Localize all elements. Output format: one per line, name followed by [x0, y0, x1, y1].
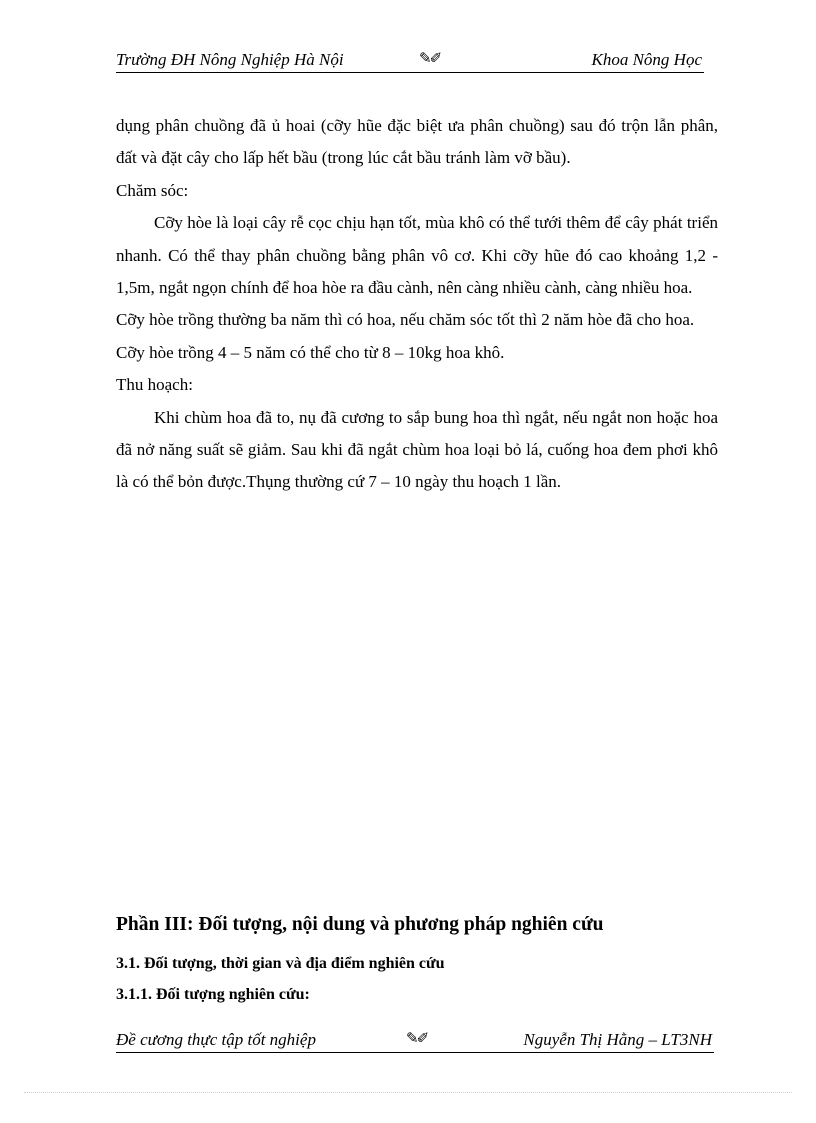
page-header — [116, 48, 704, 73]
section-heading-3-1: 3.1. Đối tượng, thời gian và địa điểm nghiên cứu — [116, 955, 445, 972]
paragraph-flowering: Cỡy hòe trồng thường ba năm thì có hoa, nếu chăm sóc tốt thì 2 năm hòe đã cho hoa. — [116, 310, 695, 330]
footer-ornament-icon: ✎✐ — [406, 1031, 428, 1047]
paragraph-care: Cỡy hòe là loại cây rễ cọc chịu hạn tốt, mùa khô có thể tưới thêm để cây phát triển nhanh. Có thể thay phân chuồng bằng phân vô cơ. Khi cỡy hũe đó cao khoảng 1,2 - 1,5m, ngắt ngọn chính để hoa hòe ra đầu cành, nên càng nhiều cành, càng nhiều hoa. — [116, 213, 718, 298]
footer-author: Nguyễn Thị Hằng – LT3NH — [523, 1030, 712, 1049]
section-heading-part3: Phần III: Đối tượng, nội dung và phương pháp nghiên cứu — [116, 914, 604, 935]
header-university: Trường ĐH Nông Nghiệp Hà Nội — [116, 50, 344, 69]
header-ornament-icon: ✎✐ — [419, 51, 441, 67]
heading-harvest: Thu hoạch: — [116, 375, 193, 395]
body-text — [116, 110, 718, 499]
footer-title: Đề cương thực tập tốt nghiệp — [116, 1030, 316, 1049]
heading-care: Chăm sóc: — [116, 180, 189, 200]
section-heading-3-1-1: 3.1.1. Đối tượng nghiên cứu: — [116, 986, 310, 1003]
header-faculty: Khoa Nông Học — [591, 50, 702, 69]
paragraph-yield: Cỡy hòe trồng 4 – 5 năm có thể cho từ 8 – 10kg hoa khô. — [116, 342, 505, 362]
page-bottom-divider — [24, 1092, 792, 1093]
paragraph-planting: dụng phân chuồng đã ủ hoai (cỡy hũe đặc biệt ưa phân chuồng) sau đó trộn lẫn phân, đất và đặt cây cho lấp hết bầu (trong lúc cắt bầu tránh làm vỡ bầu). — [116, 116, 718, 168]
paragraph-harvest: Khi chùm hoa đã to, nụ đã cương to sắp bung hoa thì ngắt, nếu ngắt non hoặc hoa đã nở năng suất sẽ giảm. Sau khi đã ngắt chùm hoa loại bỏ lá, cuống hoa đem phơi khô là có thể bỏn được.Thụng thường cứ 7 – 10 ngày thu hoạch 1 lần. — [116, 407, 718, 492]
page-footer — [116, 1028, 714, 1053]
